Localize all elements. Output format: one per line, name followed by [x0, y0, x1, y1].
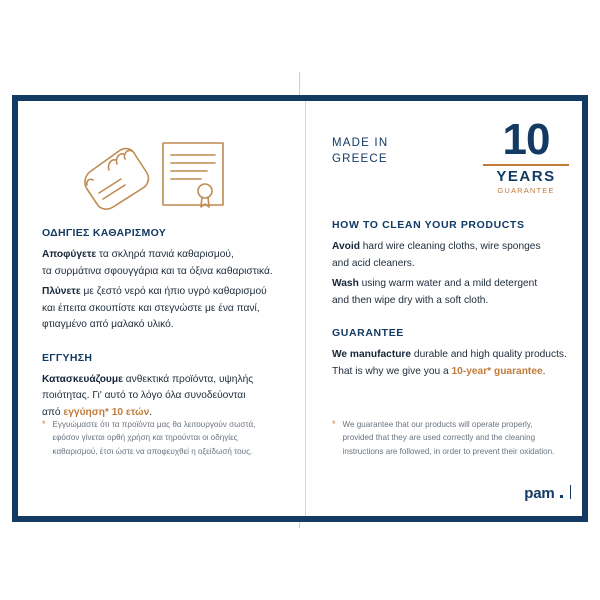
pam-logo-text: pam	[524, 485, 555, 502]
greek-cleaning-bold-1: Αποφύγετε	[42, 249, 97, 260]
greek-guarantee-heading: ΕΓΓΥΗΣΗ	[42, 351, 93, 364]
greek-guarantee-accent: εγγύηση* 10 ετών	[63, 406, 150, 418]
english-cleaning-text-4: and then wipe dry with a soft cloth.	[332, 294, 489, 306]
english-cleaning-text-2: and acid cleaners.	[332, 257, 415, 269]
english-guarantee-bold: We manufacture	[332, 349, 412, 360]
greek-footnote-text	[53, 418, 256, 459]
badge-divider	[483, 164, 569, 166]
greek-cleaning-text-1: τα σκληρά πανιά καθαρισμού,	[96, 249, 234, 260]
greek-guarantee-bold: Κατασκευάζουμε	[42, 373, 123, 385]
english-guarantee-heading: GUARANTEE	[332, 327, 404, 339]
english-guarantee-text-3: .	[542, 365, 546, 377]
english-footnote-line-1: We guarantee that our products will operate properly,	[342, 419, 533, 429]
greek-guarantee-text-3: από	[42, 406, 64, 418]
made-in-line-2: GREECE	[332, 153, 388, 165]
greek-cleaning-bold-2: Πλύνετε	[42, 286, 81, 297]
english-cleaning-paragraph-1	[332, 239, 569, 272]
english-cleaning-text-1: hard wire cleaning cloths, wire sponges	[359, 241, 541, 252]
english-guarantee-block	[332, 327, 569, 380]
ten-year-guarantee-badge	[483, 115, 569, 195]
english-cleaning-bold-2: Wash	[332, 278, 359, 289]
english-footnote-asterisk: *	[332, 418, 336, 429]
greek-guarantee-block	[42, 352, 281, 422]
english-cleaning-block	[332, 219, 569, 309]
right-column-english	[306, 101, 593, 516]
english-guarantee-text-1: durable and high quality products.	[411, 349, 567, 360]
english-cleaning-bold-1: Avoid	[332, 241, 360, 252]
greek-guarantee-text-1: ανθεκτικά προϊόντα, υψηλής	[122, 373, 254, 385]
greek-footnote-line-2: εφόσον γίνεται ορθή χρήση και τηρούνται οι οδηγίες	[52, 433, 238, 442]
english-footnote	[332, 418, 571, 459]
english-footnote-line-2: provided that they are used correctly and the cleaning	[342, 433, 536, 442]
greek-guarantee-text-4: .	[149, 406, 153, 418]
greek-cleaning-text-4: και έπειτα σκουπίστε και στεγνώστε με ένα πανί,	[42, 302, 260, 314]
card-inner	[18, 101, 582, 516]
made-in-line-1: MADE IN	[332, 137, 389, 149]
english-cleaning-paragraph-2	[332, 276, 569, 309]
badge-number: 10	[502, 115, 550, 164]
greek-footnote-line-1: Εγγυώμαστε ότι τα προϊόντα μας θα λειτουργούν σωστά,	[52, 419, 256, 429]
greek-cleaning-text-5: φτιαγμένο από μαλακό υλικό.	[42, 319, 174, 330]
badge-guarantee-label: GUARANTEE	[497, 186, 555, 195]
english-cleaning-heading: HOW TO CLEAN YOUR PRODUCTS	[332, 219, 525, 231]
english-cleaning-text-3: using warm water and a mild detergent	[358, 278, 538, 289]
greek-cleaning-paragraph-2	[42, 284, 281, 334]
greek-cleaning-text-3: με ζεστό νερό και ήπιο υγρό καθαρισμού	[80, 286, 267, 297]
greek-cleaning-heading: ΟΔΗΓΙΕΣ ΚΑΘΑΡΙΣΜΟΥ	[42, 227, 167, 239]
greek-guarantee-text-2: ποιότητας. Γι' αυτό το λόγο όλα συνοδεύονται	[42, 390, 246, 401]
pam-logo	[524, 484, 571, 502]
english-guarantee-paragraph	[332, 347, 569, 380]
greek-cleaning-text-2: τα συρμάτινα σφουγγάρια και τα όξινα καθαριστικά.	[42, 265, 273, 277]
greek-footnote-line-3: καθαρισμού, έτσι ώστε να αποφευχθεί η οξείδωσή τους.	[52, 446, 253, 456]
greek-footnote-asterisk: *	[42, 418, 46, 429]
badge-years-label: YEARS	[496, 168, 556, 185]
left-column-greek	[18, 101, 305, 516]
pam-logo-dot	[560, 495, 563, 498]
english-footnote-line-3: instructions are followed, in order to prevent their oxidation.	[342, 446, 555, 456]
greek-footnote	[42, 418, 285, 459]
cleaning-illustration	[42, 133, 281, 221]
english-guarantee-accent: 10-year* guarantee	[451, 365, 543, 377]
greek-cleaning-block	[42, 227, 281, 334]
warranty-card	[12, 95, 588, 522]
english-guarantee-text-2: That is why we give you a	[332, 365, 452, 377]
english-footnote-text	[343, 418, 555, 459]
greek-guarantee-paragraph	[42, 372, 281, 422]
greek-cleaning-paragraph-1	[42, 247, 281, 280]
pam-logo-bar	[570, 485, 572, 499]
